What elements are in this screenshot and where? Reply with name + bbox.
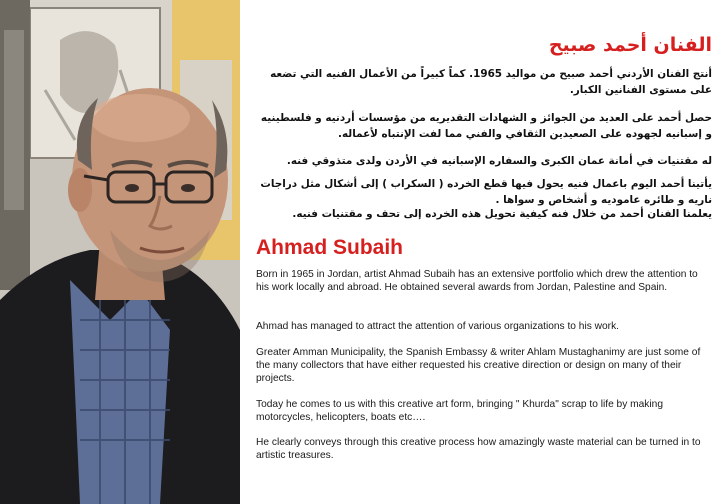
arabic-paragraph-2: حصل أحمد على العديد من الجوائز و الشهادات التقديريه من مؤسسات أردنيه و فلسطينيه و إسبانيه لجهوده على الصعيدين الثقافي والفني مما لفت الإنتباه لأعماله.: [260, 112, 712, 140]
text-column: [252, 0, 712, 504]
arabic-paragraph-3: له مقتنيات في أمانة عمان الكبرى والسفاره الإسبانيه في الأردن ولدى متذوقي فنه.: [286, 155, 712, 167]
arabic-paragraph-5: يعلمنا الفنان أحمد من خلال فنه كيفية تحويل هذه الخرده إلى تحف و مقتنيات فنيه.: [292, 208, 712, 220]
arabic-title: الفنان أحمد صبيح: [548, 34, 712, 56]
arabic-paragraph-4: يأتينا أحمد اليوم باعمال فنيه يحول فيها قطع الخرده ( السكراب ) إلى أشكال مثل دراجات ناريه و طائره عاموديه و أشخاص و سواها .: [260, 178, 712, 206]
artist-photo: [0, 0, 240, 504]
english-paragraph-5: He clearly conveys through this creative process how amazingly waste material can be turned in to artistic treasures.: [256, 437, 701, 461]
arabic-paragraph-1: أنتج الفنان الأردني أحمد صبيح من مواليد 1965. كماً كبيراً من الأعمال الفنيه التي تضعه على مستوى الفنانين الكبار.: [270, 68, 712, 96]
english-paragraph-4: Today he comes to us with this creative art form, bringing " Khurda" scrap to life by making motorcycles, helicopters, boats etc….: [256, 399, 663, 423]
english-paragraph-2: Ahmad has managed to attract the attention of various organizations to his work.: [256, 321, 619, 332]
english-paragraph-1: Born in 1965 in Jordan, artist Ahmad Subaih has an extensive portfolio which drew the attention to his work locally and abroad. He obtained several awards from Jordan, Palestine and Spain.: [256, 269, 698, 293]
english-name-heading: Ahmad Subaih: [256, 236, 404, 259]
english-paragraph-3: Greater Amman Municipality, the Spanish Embassy & writer Ahlam Mustaghanimy are just some of the many collectors that have either requested his creative direction or design on many of their projects.: [256, 347, 701, 384]
